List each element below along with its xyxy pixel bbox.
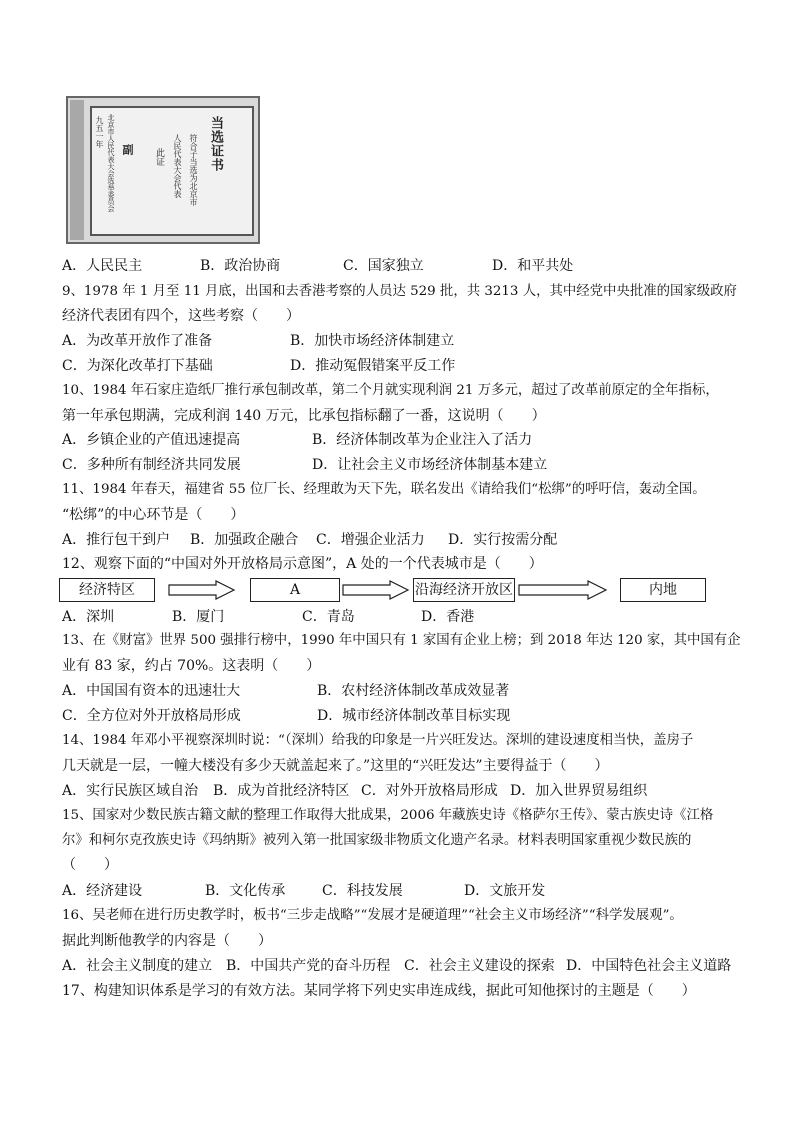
q17-stem: 17、构建知识体系是学习的有效方法。某同学将下列史实串连成线，据此可知他探讨的主题是（ ） (62, 983, 696, 999)
q13-option-a: A．中国国有资本的迅速壮大 (62, 683, 241, 699)
q15-option-b: B．文化传承 (205, 883, 286, 899)
flow-arrow-1 (168, 580, 236, 600)
q14-stem-line-1: 14、1984 年邓小平视察深圳时说：“（深圳）给我的印象是一片兴旺发达。深圳的建设速度相当快，盖房子 (62, 733, 694, 748)
q8-option-a: A．人民民主 (62, 258, 143, 274)
q12-option-a: A．深圳 (62, 609, 115, 625)
q14-option-b: B．成为首批经济特区 (213, 783, 350, 799)
flow-box-coastal-open-zone: 沿海经济开放区 (413, 578, 515, 602)
q11-option-a: A．推行包干到户 (62, 532, 171, 548)
q12-option-c: C．青岛 (302, 609, 355, 625)
q11-option-c: C．增强企业活力 (316, 532, 425, 548)
q10-option-a: A．乡镇企业的产值迅速提高 (62, 432, 241, 448)
q9-stem-line-2: 经济代表团有四个，这些考察（ ） (62, 308, 300, 324)
q10-option-b: B．经济体制改革为企业注入了活力 (312, 432, 533, 448)
certificate-note: 此证 (154, 148, 164, 166)
q15-stem-line-2: 尔》和柯尔克孜族史诗《玛纳斯》被列入第一批国家级非物质文化遗产名录。材料表明国家重视少数民族的 (62, 833, 692, 848)
q13-option-d: D．城市经济体制改革目标实现 (317, 708, 511, 724)
flow-arrow-2 (342, 580, 410, 600)
q8-option-d: D．和平共处 (492, 258, 574, 274)
certificate-date: 九五一年 (95, 116, 104, 148)
certificate-title: 当选证书 (208, 116, 223, 172)
q16-stem-line-2: 据此判断他教学的内容是（ ） (62, 933, 272, 949)
q15-stem-line-3: （ ） (62, 857, 118, 873)
q11-stem-line-1: 11、1984 年春天，福建省 55 位厂长、经理敢为天下先，联名发出《请给我们“松绑”的呼吁信，轰动全国。 (62, 482, 706, 497)
q10-option-d: D．让社会主义市场经济体制基本建立 (312, 457, 548, 473)
flow-arrow-3 (518, 580, 610, 600)
q11-stem-line-2: “松绑”的中心环节是（ ） (62, 507, 245, 523)
certificate-paper (90, 106, 254, 236)
q11-option-b: B．加强政企融合 (190, 532, 299, 548)
q9-option-c: C．为深化改革打下基础 (62, 358, 213, 374)
certificate-seal: 副 (121, 144, 134, 155)
q9-option-a: A．为改革开放作了准备 (62, 333, 213, 349)
certificate-binding-strip (70, 100, 84, 240)
q15-option-c: C．科技发展 (322, 883, 403, 899)
q16-stem-line-1: 16、吴老师在进行历史教学时，板书“三步走战略”“发展才是硬道理”“社会主义市场经济”“科学发展观”。 (62, 908, 683, 923)
q12-stem: 12、观察下面的“中国对外开放格局示意图”，A 处的一个代表城市是（ ） (62, 556, 543, 572)
q15-option-d: D．文旅开发 (464, 883, 546, 899)
q16-option-b: B．中国共产党的奋斗历程 (226, 958, 391, 974)
q9-option-b: B．加快市场经济体制建立 (290, 333, 455, 349)
q8-option-c: C．国家独立 (343, 258, 424, 274)
q10-stem-line-1: 10、1984 年石家庄造纸厂推行承包制改革，第二个月就实现利润 21 万多元，超过了改革前原定的全年指标， (62, 383, 719, 398)
certificate-issuer: 北京市人民代表大会选举委员会 (107, 114, 115, 212)
q14-option-a: A．实行民族区域自治 (62, 783, 199, 799)
q9-option-d: D．推动冤假错案平反工作 (290, 358, 456, 374)
q16-option-d: D．中国特色社会主义道路 (566, 958, 732, 974)
q16-option-c: C．社会主义建设的探索 (404, 958, 555, 974)
flow-box-a: A (250, 578, 340, 602)
q13-stem-line-2: 业有 83 家，约占 70%。这表明（ ） (62, 658, 321, 674)
election-certificate-image (66, 96, 260, 244)
q11-option-d: D．实行按需分配 (448, 532, 558, 548)
q13-stem-line-1: 13、在《财富》世界 500 强排行榜中，1990 年中国只有 1 家国有企业上榜；到 2018 年达 120 家，其中国有企 (62, 633, 741, 648)
q15-stem-line-1: 15、国家对少数民族古籍文献的整理工作取得大批成果，2006 年藏族史诗《格萨尔王传》、蒙古族史诗《江格 (62, 808, 714, 823)
q16-option-a: A．社会主义制度的建立 (62, 958, 213, 974)
q9-stem-line-1: 9、1978 年 1 月至 11 月底，出国和去香港考察的人员达 529 批，共 3213 人，其中经党中央批准的国家级政府 (62, 284, 737, 299)
q13-option-b: B．农村经济体制改革成效显著 (317, 683, 510, 699)
q14-option-d: D．加入世界贸易组织 (510, 783, 648, 799)
q13-option-c: C．全方位对外开放格局形成 (62, 708, 241, 724)
q15-option-a: A．经济建设 (62, 883, 143, 899)
flow-box-inland: 内地 (620, 578, 706, 602)
certificate-role-line: 人民代表大会代表 (173, 134, 182, 198)
q14-option-c: C．对外开放格局形成 (361, 783, 498, 799)
q10-option-c: C．多种所有制经济共同发展 (62, 457, 241, 473)
q12-option-d: D．香港 (421, 609, 475, 625)
certificate-name-line: 符合子当选为北京市 (189, 134, 198, 206)
q12-option-b: B．厦门 (172, 609, 225, 625)
flow-box-special-economic-zone: 经济特区 (59, 578, 155, 602)
q8-option-b: B．政治协商 (200, 258, 281, 274)
q10-stem-line-2: 第一年承包期满，完成利润 140 万元，比承包指标翻了一番，这说明（ ） (62, 408, 546, 424)
q14-stem-line-2: 几天就是一层，一幢大楼没有多少天就盖起来了。”这里的“兴旺发达”主要得益于（ ） (62, 758, 609, 774)
